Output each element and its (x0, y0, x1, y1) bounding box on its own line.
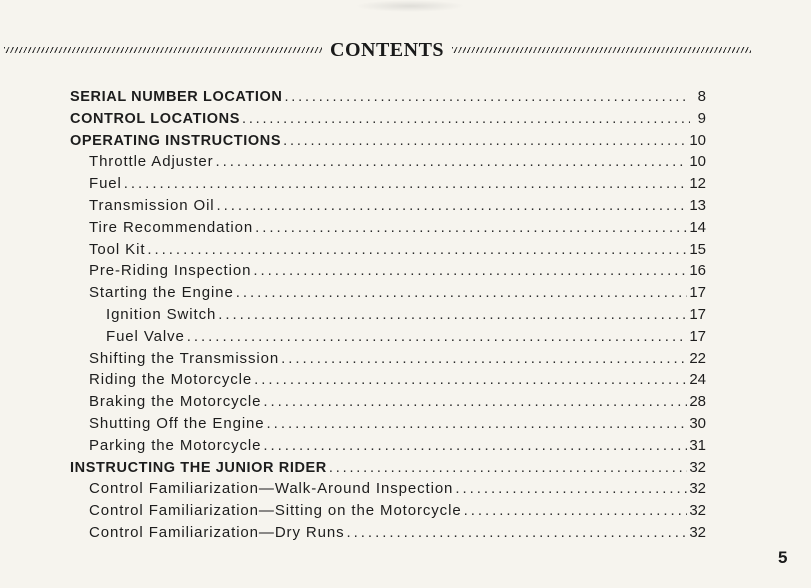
decorative-hatch-right (452, 47, 751, 53)
toc-entry (70, 348, 706, 370)
toc-entry-page: 9 (697, 109, 706, 127)
toc-entry-title: Control Familiarization—Walk-Around Inspection (89, 480, 454, 498)
toc-entry (70, 151, 706, 173)
toc-entry-page: 15 (689, 240, 706, 258)
toc-entry-title: Shifting the Transmission (89, 349, 280, 367)
toc-entry-title: CONTROL LOCATIONS (70, 110, 240, 127)
toc-entry (70, 369, 706, 391)
dot-leader (255, 217, 687, 239)
dot-leader (187, 326, 688, 348)
toc-entry (70, 195, 706, 217)
dot-leader (218, 304, 687, 326)
dot-leader (254, 369, 687, 391)
toc-entry-title: Tire Recommendation (89, 218, 254, 236)
toc-entry-page: 8 (697, 88, 706, 105)
toc-entry-title: Parking the Motorcycle (89, 436, 262, 454)
dot-leader (147, 239, 687, 261)
toc-entry-page: 10 (689, 131, 706, 149)
toc-entry-page: 32 (689, 502, 706, 520)
toc-entry (70, 413, 706, 435)
toc-entry-title: Fuel (89, 175, 122, 193)
dot-leader (263, 435, 687, 457)
dot-leader (455, 478, 687, 500)
toc-entry-title: Pre-Riding Inspection (89, 262, 252, 280)
contents-header (4, 38, 811, 64)
toc-entry (70, 217, 706, 239)
toc-entry-title: Shutting Off the Engine (89, 414, 265, 432)
toc-entry (70, 326, 706, 348)
toc-entry-title: SERIAL NUMBER LOCATION (70, 89, 283, 105)
toc-entry (70, 108, 706, 130)
toc-entry-page: 16 (689, 262, 706, 280)
toc-entry (70, 500, 706, 522)
dot-leader (347, 522, 688, 544)
toc-entry-page: 17 (689, 305, 706, 323)
toc-entry-page: 24 (689, 371, 706, 389)
toc-entry (70, 86, 706, 108)
dot-leader (253, 260, 687, 282)
dot-leader (263, 391, 687, 413)
table-of-contents (70, 86, 706, 544)
toc-entry-title: Control Familiarization—Dry Runs (89, 523, 345, 541)
toc-entry (70, 260, 706, 282)
dot-leader (464, 500, 688, 522)
toc-entry (70, 130, 706, 152)
toc-entry-title: Throttle Adjuster (89, 153, 214, 171)
dot-leader (284, 87, 690, 109)
toc-entry-title: Ignition Switch (106, 305, 217, 323)
toc-entry-page: 14 (689, 218, 706, 236)
toc-entry-page: 32 (689, 523, 706, 541)
dot-leader (283, 131, 687, 153)
toc-entry-title: Transmission Oil (89, 196, 215, 214)
decorative-hatch-left (4, 47, 322, 53)
toc-entry-page: 32 (689, 480, 706, 498)
toc-entry-page: 12 (689, 175, 706, 193)
toc-entry (70, 478, 706, 500)
dot-leader (217, 195, 688, 217)
dot-leader (216, 151, 688, 173)
toc-entry-page: 13 (689, 196, 706, 214)
toc-entry-page: 22 (689, 349, 706, 367)
dot-leader (242, 109, 690, 131)
toc-entry (70, 304, 706, 326)
toc-entry-title: Starting the Engine (89, 284, 234, 302)
toc-entry-title: Control Familiarization—Sitting on the Motorcycle (89, 502, 462, 520)
toc-entry-page: 32 (689, 458, 706, 476)
toc-entry (70, 282, 706, 304)
toc-entry (70, 435, 706, 457)
dot-leader (236, 282, 688, 304)
toc-entry-page: 31 (689, 436, 706, 454)
toc-entry (70, 457, 706, 479)
dot-leader (329, 458, 687, 480)
dot-leader (267, 413, 688, 435)
toc-entry-page: 17 (689, 327, 706, 345)
toc-entry-title: INSTRUCTING THE JUNIOR RIDER (70, 459, 327, 476)
toc-entry (70, 173, 706, 195)
toc-entry-title: Riding the Motorcycle (89, 371, 253, 389)
toc-entry-title: Braking the Motorcycle (89, 393, 262, 411)
toc-entry (70, 239, 706, 261)
page-number: 5 (778, 548, 788, 567)
page-title: CONTENTS (330, 39, 445, 61)
scan-smudge (355, 0, 465, 12)
toc-entry-title: OPERATING INSTRUCTIONS (70, 132, 282, 149)
toc-entry-page: 17 (689, 284, 706, 302)
toc-entry (70, 391, 706, 413)
dot-leader (281, 348, 687, 370)
toc-entry-page: 30 (689, 414, 706, 432)
toc-entry (70, 522, 706, 544)
toc-entry-page: 28 (689, 393, 706, 411)
toc-entry-title: Fuel Valve (106, 327, 185, 345)
toc-entry-title: Tool Kit (89, 240, 146, 258)
dot-leader (124, 173, 688, 195)
toc-entry-page: 10 (689, 153, 706, 171)
